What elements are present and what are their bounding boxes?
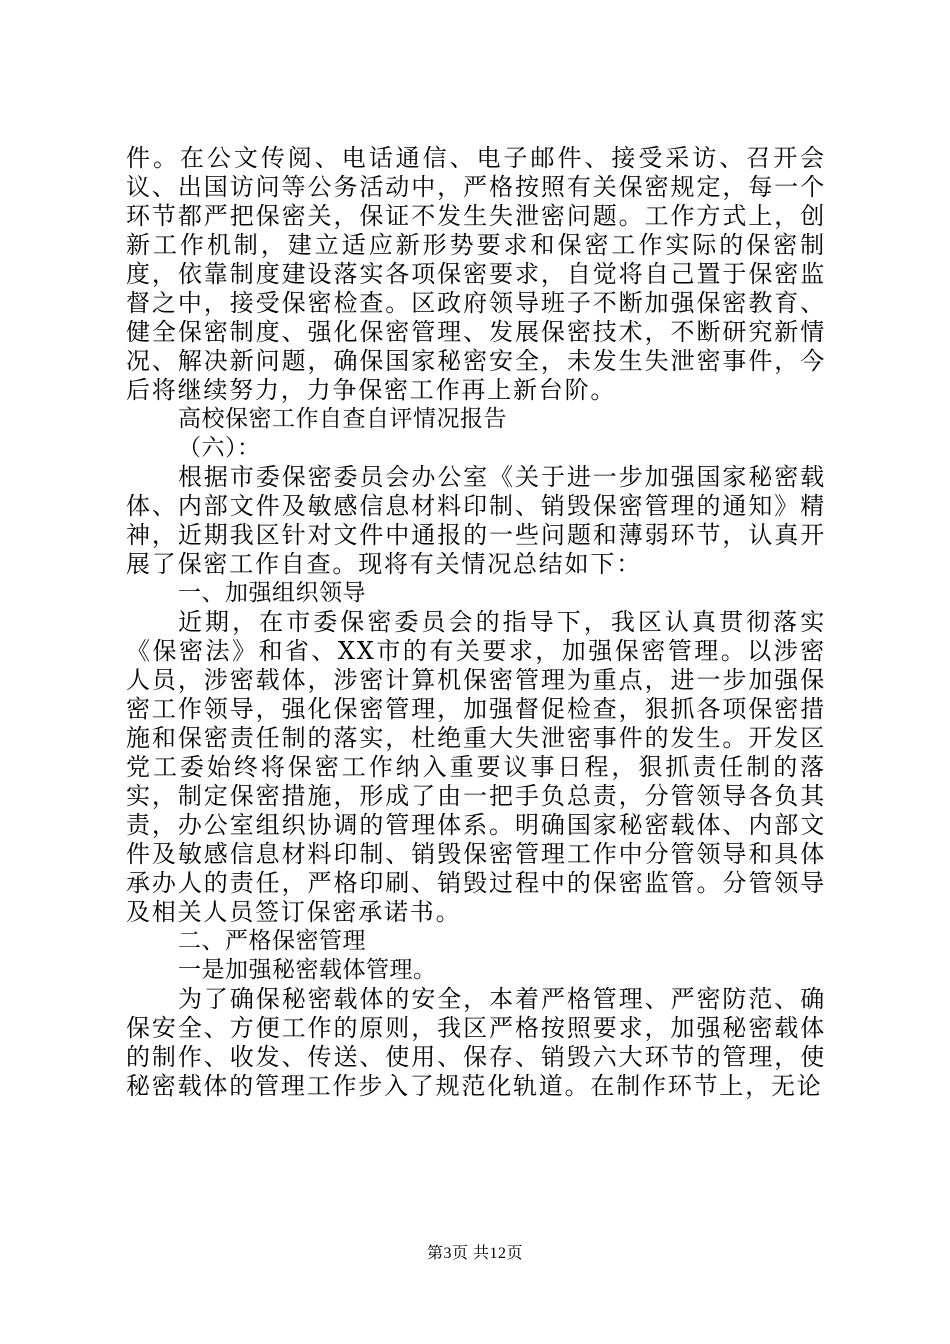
heading-management: 二、严格保密管理 (178, 928, 366, 954)
paragraph-intro: 根据市委保密委员会办公室《关于进一步加强国家秘密载体、内部文件及敏感信息材料印制、销毁保密管理的通知》精神，近期我区针对文件中通报的一些问题和薄弱环节，认真开展了保密工作自查。现将有关情况总结如下： (126, 463, 826, 578)
report-title: 高校保密工作自查自评情况报告 (178, 406, 507, 432)
paragraph-continued: 件。在公文传阅、电话通信、电子邮件、接受采访、召开会议、出国访问等公务活动中，严格按照有关保密规定，每一个环节都严把保密关，保证不发生失泄密问题。工作方式上，创新工作机制，建立适应新形势要求和保密工作实际的保密制度，依靠制度建设落实各项保密要求，自觉将自己置于保密监督之中，接受保密检查。区政府领导班子不断加强保密教育、健全保密制度、强化保密管理、发展保密技术，不断研究新情况、解决新问题，确保国家秘密安全，未发生失泄密事件，今后将继续努力，力争保密工作再上新台阶。 (126, 144, 826, 404)
section-number: （六）： (178, 435, 261, 461)
document-body (126, 144, 826, 1101)
paragraph-organization: 近期，在市委保密委员会的指导下，我区认真贯彻落实《保密法》和省、XX市的有关要求，加强保密管理。以涉密人员，涉密载体，涉密计算机保密管理为重点，进一步加强保密工作领导，强化保密管理，加强督促检查，狠抓各项保密措施和保密责任制的落实，杜绝重大失泄密事件的发生。开发区党工委始终将保密工作纳入重要议事日程，狠抓责任制的落实，制定保密措施，形成了由一把手负总责，分管领导各负其责，办公室组织协调的管理体系。明确国家秘密载体、内部文件及敏感信息材料印制、销毁保密管理工作中分管领导和具体承办人的责任，严格印刷、销毁过程中的保密监管。分管领导及相关人员签订保密承诺书。 (126, 608, 826, 926)
paragraph-carrier: 为了确保秘密载体的安全，本着严格管理、严密防范、确保安全、方便工作的原则，我区严格按照要求，加强秘密载体的制作、收发、传送、使用、保存、销毁六大环节的管理，使秘密载体的管理工作步入了规范化轨道。在制作环节上，无论 (126, 985, 826, 1100)
heading-organization: 一、加强组织领导 (178, 580, 366, 606)
subheading-carrier: 一是加强秘密载体管理。 (178, 957, 437, 983)
page-footer: 第3页 共12页 (426, 1245, 523, 1262)
